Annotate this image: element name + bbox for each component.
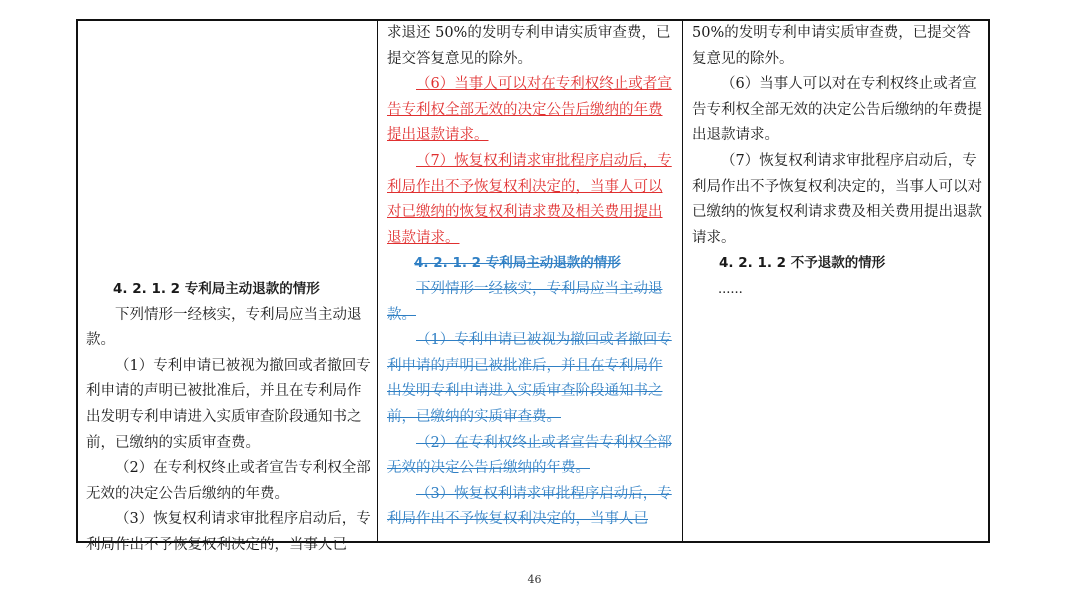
inserted-item-6: （6）当事人可以对在专利权终止或者宣告专利权全部无效的决定公告后缴纳的年费提出退款请求。: [387, 76, 672, 144]
paragraph-continued: 求退还 50%的发明专利申请实质审查费，已提交答复意见的除外。: [387, 25, 671, 67]
column-revision-marked: [378, 21, 683, 541]
section-heading: 4. 2. 1. 2 专利局主动退款的情形: [113, 281, 320, 297]
deleted-section-heading: 4. 2. 1. 2 专利局主动退款的情形: [414, 255, 621, 272]
revision-text: [387, 21, 676, 533]
paragraph-item-7: （7）恢复权利请求审批程序启动后，专利局作出不予恢复权利决定的，当事人可以对已缴纳的恢复权利请求费及相关费用提出退款请求。: [692, 152, 982, 246]
revised-text: [692, 21, 982, 303]
paragraph-item-6: （6）当事人可以对在专利权终止或者宣告专利权全部无效的决定公告后缴纳的年费提出退款请求。: [692, 76, 982, 144]
paragraph-item-1: （1）专利申请已被视为撤回或者撤回专利申请的声明已被批准后，并且在专利局作出发明专利申请进入实质审查阶段通知书之前，已缴纳的实质审查费。: [86, 357, 371, 451]
ellipsis: ......: [718, 281, 743, 297]
paragraph-item-2: （2）在专利权终止或者宣告专利权全部无效的决定公告后缴纳的年费。: [86, 460, 371, 502]
inserted-item-7: （7）恢复权利请求审批程序启动后，专利局作出不予恢复权利决定的，当事人可以对已缴纳的恢复权利请求费及相关费用提出退款请求。: [387, 152, 672, 246]
deleted-item-1: （1）专利申请已被视为撤回或者撤回专利申请的声明已被批准后，并且在专利局作出发明专利申请进入实质审查阶段通知书之前，已缴纳的实质审查费。: [387, 332, 672, 425]
column-original: [78, 21, 378, 553]
paragraph-item-3: （3）恢复权利请求审批程序启动后，专利局作出不予恢复权利决定的，当事人已: [86, 511, 371, 553]
deleted-item-3: （3）恢复权利请求审批程序启动后，专利局作出不予恢复权利决定的，当事人已: [387, 485, 672, 528]
deleted-item-2: （2）在专利权终止或者宣告专利权全部无效的决定公告后缴纳的年费。: [387, 434, 672, 477]
section-heading: 4. 2. 1. 2 不予退款的情形: [719, 255, 886, 272]
original-text: [86, 277, 371, 559]
paragraph-intro: 下列情形一经核实，专利局应当主动退款。: [86, 306, 362, 349]
comparison-table: [76, 19, 990, 553]
column-revised-clean: [683, 21, 988, 541]
page-number: 46: [527, 573, 542, 586]
paragraph-continued: 50%的发明专利申请实质审查费，已提交答复意见的除外。: [692, 25, 971, 67]
deleted-intro: 下列情形一经核实，专利局应当主动退款。: [387, 280, 663, 323]
